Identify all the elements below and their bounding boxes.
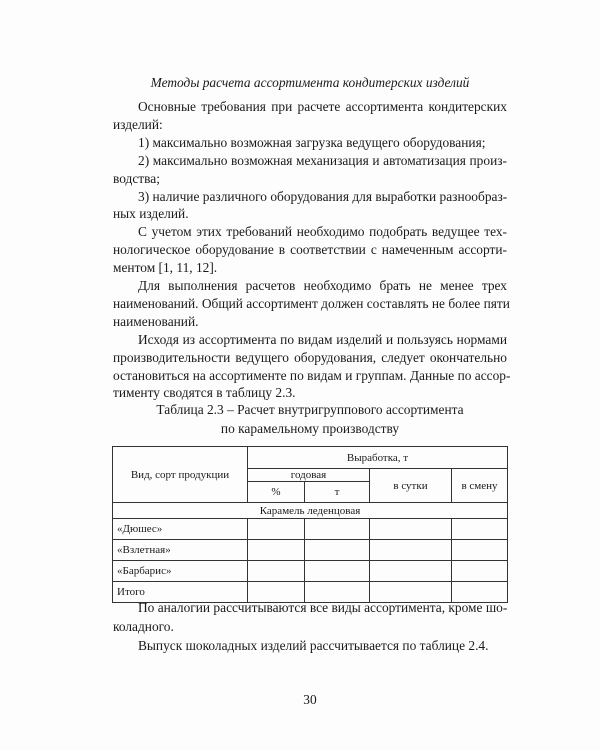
paragraph-line: Исходя из ассортимента по видам изделий и пользуясь нормами (138, 331, 507, 347)
page-number: 30 (303, 692, 317, 707)
paragraph-line: тименту сводятся в таблицу 2.3. (113, 385, 296, 401)
list-item: 1) максимально возможная загрузка ведущего оборудования; (138, 134, 486, 150)
table-row (113, 561, 508, 582)
paragraph-line: По аналогии рассчитываются все виды ассортимента, кроме шо- (138, 600, 508, 615)
paragraph-line: производительности ведущего оборудования, следует окончательно (113, 349, 507, 365)
row-label: «Дюшес» (113, 519, 248, 540)
table-row (113, 540, 508, 561)
row-label: Итого (113, 582, 248, 603)
header-annual: годовая (248, 469, 370, 482)
header-output: Выработка, т (248, 447, 508, 469)
paragraph-line: водства; (113, 170, 160, 186)
paragraph-line: ментом [1, 11, 12]. (113, 260, 218, 276)
paragraph-line: Для выполнения расчетов необходимо брать не менее трех (138, 278, 507, 293)
assortment-table (112, 446, 508, 603)
paragraph-line: остановиться на ассортименте по видам и группам. Данные по ассор- (113, 367, 511, 383)
header-product: Вид, сорт продукции (113, 447, 248, 503)
header-per-day: в сутки (370, 469, 452, 503)
header-tons: т (305, 482, 370, 503)
table-title: по карамельному производству (220, 421, 400, 436)
paragraph-line: нологическое оборудование в соответствии с намеченным ассорти- (113, 242, 507, 258)
paragraph-line: коладного. (113, 619, 174, 634)
list-item: 2) максимально возможная механизация и автоматизация произ- (138, 152, 507, 168)
table-row (113, 519, 508, 540)
table-title: Таблица 2.3 – Расчет внутригруппового ассортимента (156, 402, 464, 417)
paragraph-line: изделий: (113, 116, 163, 132)
row-label: «Взлетная» (113, 540, 248, 561)
paragraph-line: наименований. (113, 313, 199, 329)
paragraph-line: Основные требования при расчете ассортимента кондитерских (138, 99, 507, 114)
paragraph-line: С учетом этих требований необходимо подобрать ведущее тех- (138, 224, 507, 240)
header-per-shift: в смену (452, 469, 508, 503)
header-percent: % (248, 482, 305, 503)
group-row: Карамель леденцовая (113, 503, 508, 519)
running-header: Методы расчета ассортимента кондитерских изделий (150, 75, 470, 90)
row-label: «Барбарис» (113, 561, 248, 582)
paragraph-line: Выпуск шоколадных изделий рассчитывается по таблице 2.4. (138, 638, 489, 653)
paragraph-line: наименований. Общий ассортимент должен составлять не более пяти (113, 295, 510, 311)
list-item: 3) наличие различного оборудования для выработки разнообраз- (138, 188, 508, 204)
paragraph-line: ных изделий. (113, 206, 189, 222)
